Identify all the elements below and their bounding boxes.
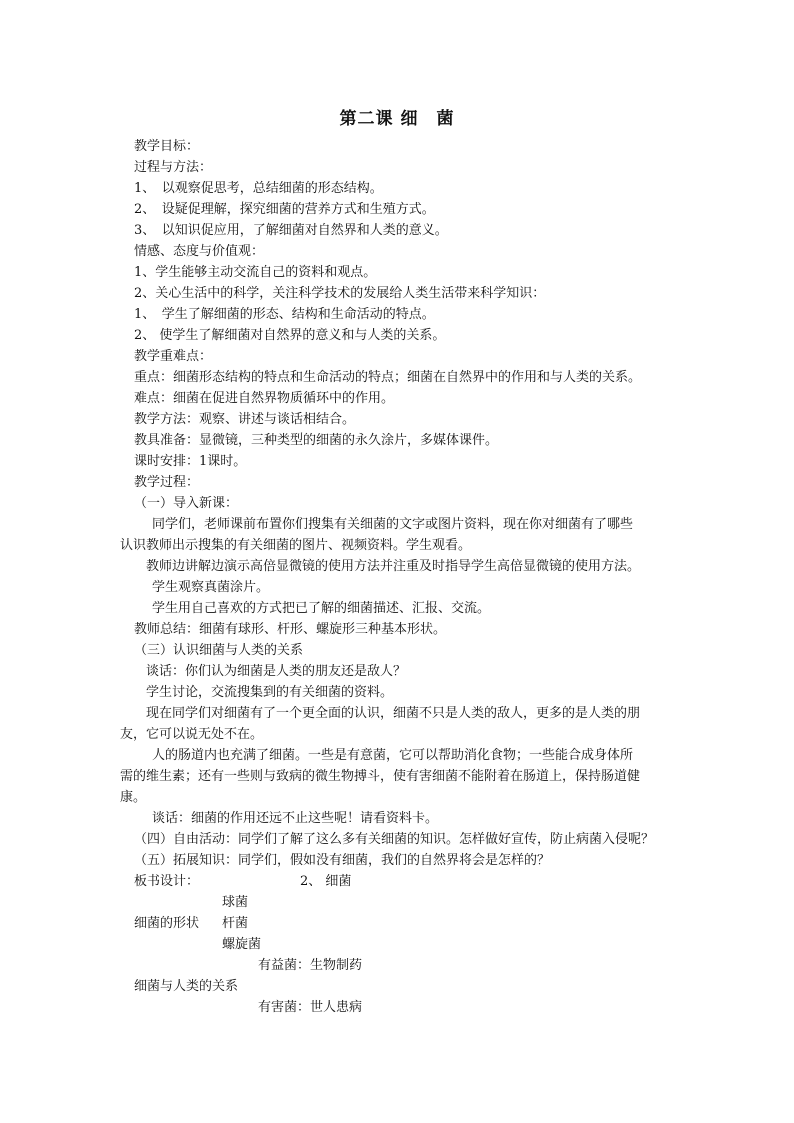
text-line: 教学方法：观察、讲述与谈话相结合。 (134, 412, 356, 427)
text-line: 1、 以观察促思考，总结细菌的形态结构。 (134, 181, 383, 196)
board-harmful: 有害菌：世人患病 (258, 1000, 363, 1015)
text-line: 重点：细菌形态结构的特点和生命活动的特点；细菌在自然界中的作用和与人类的关系。 (134, 370, 642, 385)
board-shape-item: 杆菌 (222, 916, 249, 931)
text-line: 教学重难点： (134, 349, 213, 364)
text-line: 谈话：你们认为细菌是人类的朋友还是敌人？ (146, 664, 407, 679)
text-line: 1、 学生了解细菌的形态、结构和生命活动的特点。 (134, 307, 435, 322)
text-line: 教师边讲解边演示高倍显微镜的使用方法并注重及时指导学生高倍显微镜的使用方法。 (146, 559, 641, 574)
text-line: 康。 (120, 790, 147, 805)
text-line: 3、 以知识促应用，了解细菌对自然界和人类的意义。 (134, 223, 448, 238)
board-relation-label: 细菌与人类的关系 (134, 979, 239, 994)
text-line: 认识教师出示搜集的有关细菌的图片、视频资料。学生观看。 (120, 538, 472, 553)
text-line: 2、 设疑促理解，探究细菌的营养方式和生殖方式。 (134, 202, 435, 217)
text-line: 1、学生能够主动交流自己的资料和观点。 (134, 265, 377, 280)
text-line: （三）认识细菌与人类的关系 (134, 643, 304, 658)
text-line: 课时安排：1课时。 (134, 454, 247, 469)
board-beneficial: 有益菌：生物制药 (258, 958, 363, 973)
board-shape-item: 螺旋菌 (222, 937, 262, 952)
text-line: 教学目标： (134, 139, 200, 154)
text-line: （五）拓展知识：同学们，假如没有细菌，我们的自然界将会是怎样的？ (134, 853, 551, 868)
board-shape-item: 球菌 (222, 895, 249, 910)
text-line: （四）自由活动：同学们了解了这么多有关细菌的知识。怎样做好宣传，防止病菌入侵呢？ (134, 832, 655, 847)
text-line: 教具准备：显微镜，三种类型的细菌的永久涂片，多媒体课件。 (134, 433, 499, 448)
board-shape-label: 细菌的形状 (134, 916, 200, 931)
text-line: 2、关心生活中的科学，关注科学技术的发展给人类生活带来科学知识： (134, 286, 546, 301)
text-line: 同学们，老师课前布置你们搜集有关细菌的文字或图片资料，现在你对细菌有了哪些 (152, 517, 634, 532)
text-line: 学生讨论，交流搜集到的有关细菌的资料。 (146, 685, 394, 700)
text-line: 教学过程： (134, 475, 200, 490)
board-heading: 2、 细菌 (300, 874, 352, 889)
text-line: 现在同学们对细菌有了一个更全面的认识，细菌不只是人类的敌人，更多的是人类的朋 (146, 706, 641, 721)
text-line: 情感、态度与价值观： (134, 244, 265, 259)
text-line: 人的肠道内也充满了细菌。一些是有意菌，它可以帮助消化食物；一些能合成身体所 (152, 748, 634, 763)
text-line: 难点：细菌在促进自然界物质循环中的作用。 (134, 391, 395, 406)
text-line: 友，它可以说无处不在。 (120, 727, 264, 742)
board-label: 板书设计： (134, 874, 200, 889)
text-line: 谈话：细菌的作用还远不止这些呢！请看资料卡。 (152, 811, 439, 826)
text-line: 学生观察真菌涂片。 (152, 580, 270, 595)
text-line: 2、 使学生了解细菌对自然界的意义和与人类的关系。 (134, 328, 446, 343)
text-line: 教师总结：细菌有球形、杆形、螺旋形三种基本形状。 (134, 622, 447, 637)
text-line: 过程与方法： (134, 160, 213, 175)
text-line: （一）导入新课： (134, 496, 239, 511)
text-line: 学生用自己喜欢的方式把已了解的细菌描述、汇报、交流。 (152, 601, 491, 616)
page-title: 第二课 细 菌 (339, 109, 455, 129)
text-line: 需的维生素；还有一些则与致病的微生物搏斗，使有害细菌不能附着在肠道上，保持肠道健 (120, 769, 641, 784)
